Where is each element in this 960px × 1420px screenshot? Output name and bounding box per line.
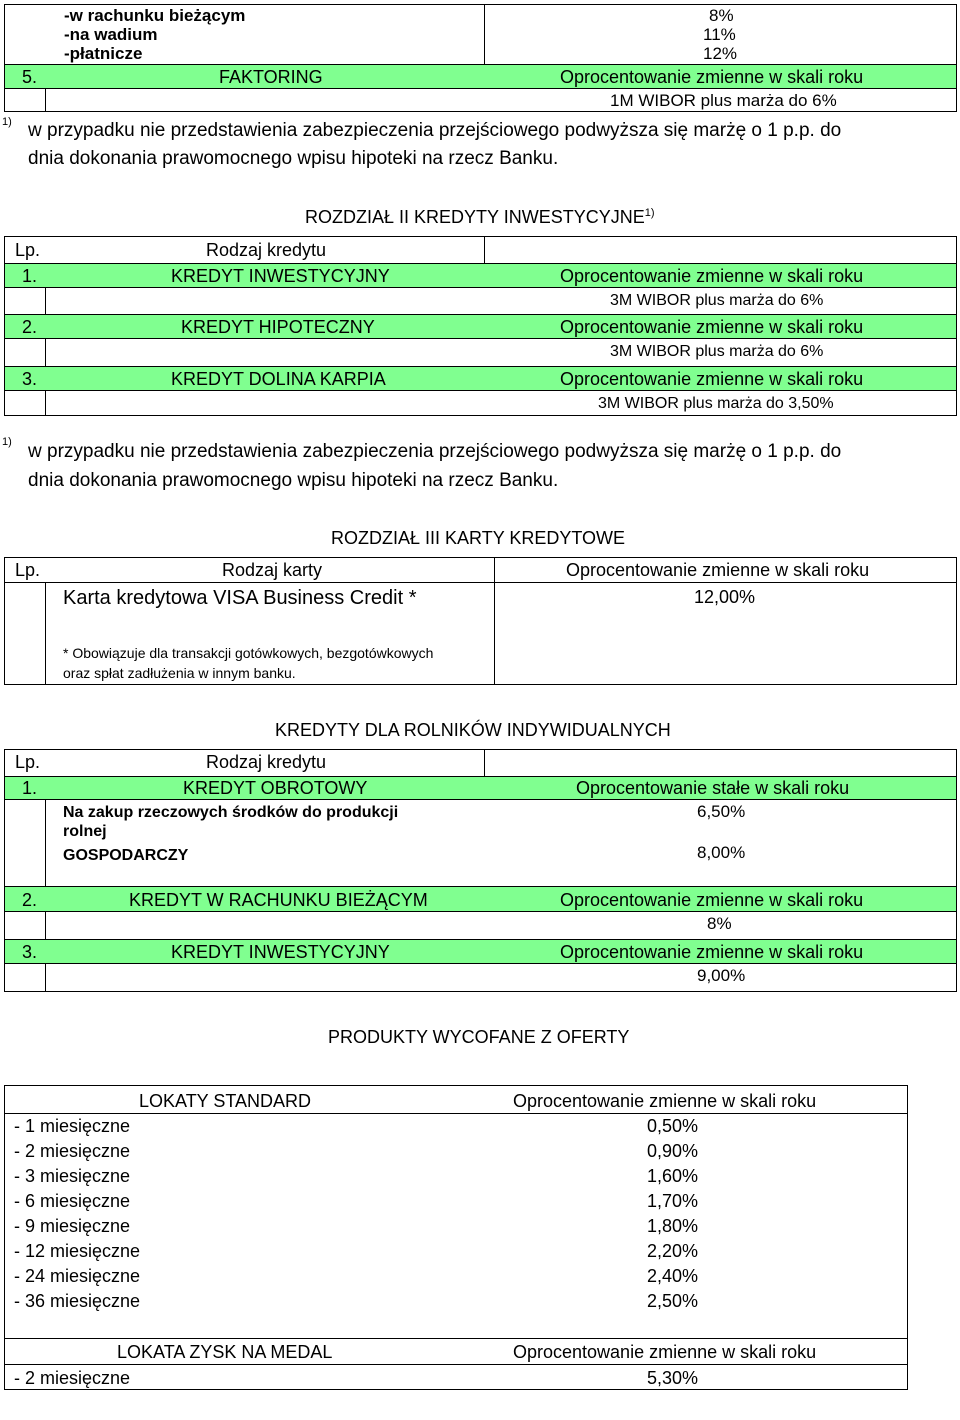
lp-header: Lp. bbox=[15, 240, 41, 260]
card-name: Karta kredytowa VISA Business Credit * bbox=[63, 587, 417, 609]
section-2-title bbox=[305, 207, 655, 227]
footnote-line1: w przypadku nie przedstawienia zabezpieczenia przejściowego podwyższa się marżę o 1 p.p. do bbox=[28, 120, 842, 141]
loan-1-rate: 3M WIBOR plus marża do 6% bbox=[610, 292, 824, 309]
card-type-header: Rodzaj karty bbox=[222, 560, 323, 580]
card-footnote-line1: * Obowiązuje dla transakcji gotówkowych, bezgotówkowych bbox=[63, 645, 434, 661]
farm-loan-1-rate-head: Oprocentowanie stałe w skali roku bbox=[576, 778, 850, 798]
loan-2-lp: 2. bbox=[22, 317, 38, 337]
loan-1-rate-head: Oprocentowanie zmienne w skali roku bbox=[560, 266, 864, 286]
loan-type-header: Rodzaj kredytu bbox=[206, 752, 327, 772]
deposit-rate: 1,80% bbox=[647, 1216, 699, 1236]
medal-deposit-rate-header: Oprocentowanie zmienne w skali roku bbox=[513, 1342, 817, 1362]
deposit-term: - 2 miesięczne bbox=[14, 1141, 131, 1161]
farm-loan-1-sub1-rate: 6,50% bbox=[697, 802, 746, 821]
farm-loan-1-sub1-line1: Na zakup rzeczowych środków do produkcji bbox=[63, 804, 399, 821]
medal-deposit-header: LOKATA ZYSK NA MEDAL bbox=[117, 1342, 333, 1362]
account-type-current: -w rachunku bieżącym bbox=[64, 6, 246, 25]
deposit-rate: 1,70% bbox=[647, 1191, 699, 1211]
farm-loan-1-lp: 1. bbox=[22, 778, 38, 798]
standard-deposits-header: LOKATY STANDARD bbox=[139, 1091, 312, 1111]
rate-current: 8% bbox=[709, 6, 734, 25]
farm-loan-3-lp: 3. bbox=[22, 942, 38, 962]
deposit-term: - 1 miesięczne bbox=[14, 1116, 131, 1136]
loan-3-rate-head: Oprocentowanie zmienne w skali roku bbox=[560, 369, 864, 389]
farm-loan-2-name: KREDYT W RACHUNKU BIEŻĄCYM bbox=[129, 890, 428, 910]
farm-loan-1-sub2: GOSPODARCZY bbox=[63, 847, 189, 864]
footnote-line2: dnia dokonania prawomocnego wpisu hipoteki na rzecz Banku. bbox=[28, 148, 559, 169]
loan-1-name: KREDYT INWESTYCYJNY bbox=[171, 266, 390, 286]
deposit-term: - 36 miesięczne bbox=[14, 1291, 141, 1311]
card-footnote-line2: oraz spłat zadłużenia w innym banku. bbox=[63, 665, 296, 681]
farm-loan-1-sub2-rate: 8,00% bbox=[697, 843, 746, 862]
rate-wadium: 11% bbox=[703, 25, 736, 44]
faktoring-rate-head: Oprocentowanie zmienne w skali roku bbox=[560, 67, 864, 87]
farm-loan-1-sub1-line2: rolnej bbox=[63, 823, 107, 840]
faktoring-rate: 1M WIBOR plus marża do 6% bbox=[610, 91, 837, 110]
section-3-title: ROZDZIAŁ III KARTY KREDYTOWE bbox=[331, 528, 626, 548]
farm-loan-2-lp: 2. bbox=[22, 890, 38, 910]
farm-loan-1-name: KREDYT OBROTOWY bbox=[183, 778, 368, 798]
footnote-line2: dnia dokonania prawomocnego wpisu hipoteki na rzecz Banku. bbox=[28, 470, 559, 491]
deposit-term: - 12 miesięczne bbox=[14, 1241, 141, 1261]
loan-type-header: Rodzaj kredytu bbox=[206, 240, 327, 260]
faktoring-lp: 5. bbox=[22, 67, 38, 87]
farm-loan-2-rate-head: Oprocentowanie zmienne w skali roku bbox=[560, 890, 864, 910]
loan-2-rate: 3M WIBOR plus marża do 6% bbox=[610, 343, 824, 360]
loan-3-name: KREDYT DOLINA KARPIA bbox=[171, 369, 386, 389]
farm-loan-3-rate: 9,00% bbox=[697, 966, 746, 985]
deposit-rate: 0,90% bbox=[647, 1141, 699, 1161]
farm-loan-3-name: KREDYT INWESTYCYJNY bbox=[171, 942, 390, 962]
lp-header: Lp. bbox=[15, 752, 41, 772]
deposit-rate: 2,40% bbox=[647, 1266, 699, 1286]
loan-2-rate-head: Oprocentowanie zmienne w skali roku bbox=[560, 317, 864, 337]
account-type-wadium: -na wadium bbox=[64, 25, 158, 44]
section-4-title: KREDYTY DLA ROLNIKÓW INDYWIDUALNYCH bbox=[275, 720, 671, 740]
farm-loan-2-rate: 8% bbox=[707, 914, 732, 933]
farm-loan-3-rate-head: Oprocentowanie zmienne w skali roku bbox=[560, 942, 864, 962]
deposit-term: - 3 miesięczne bbox=[14, 1166, 131, 1186]
section-2-title-sup: 1) bbox=[644, 207, 655, 219]
section-2-title-text: ROZDZIAŁ II KREDYTY INWESTYCYJNE bbox=[305, 207, 645, 227]
footnote-mark: 1) bbox=[2, 436, 12, 448]
deposit-rate: 2,50% bbox=[647, 1291, 699, 1311]
deposit-rate: 5,30% bbox=[647, 1368, 699, 1388]
faktoring-name: FAKTORING bbox=[219, 67, 323, 87]
section-5-title: PRODUKTY WYCOFANE Z OFERTY bbox=[328, 1027, 630, 1047]
rate-payment: 12% bbox=[703, 44, 738, 63]
standard-deposits-rate-header: Oprocentowanie zmienne w skali roku bbox=[513, 1091, 817, 1111]
lp-header: Lp. bbox=[15, 560, 41, 580]
footnote-line1: w przypadku nie przedstawienia zabezpieczenia przejściowego podwyższa się marżę o 1 p.p. do bbox=[28, 441, 842, 462]
deposit-term: - 6 miesięczne bbox=[14, 1191, 131, 1211]
card-rate-header: Oprocentowanie zmienne w skali roku bbox=[566, 560, 870, 580]
deposit-term: - 9 miesięczne bbox=[14, 1216, 131, 1236]
loan-1-lp: 1. bbox=[22, 266, 38, 286]
account-type-payment: -płatnicze bbox=[64, 44, 143, 63]
footnote-mark: 1) bbox=[2, 116, 12, 128]
deposit-term: - 24 miesięczne bbox=[14, 1266, 141, 1286]
loan-3-lp: 3. bbox=[22, 369, 38, 389]
loan-2-name: KREDYT HIPOTECZNY bbox=[181, 317, 375, 337]
deposit-term: - 2 miesięczne bbox=[14, 1368, 131, 1388]
deposit-rate: 1,60% bbox=[647, 1166, 699, 1186]
deposit-rate: 2,20% bbox=[647, 1241, 699, 1261]
card-rate: 12,00% bbox=[694, 587, 756, 607]
deposit-rate: 0,50% bbox=[647, 1116, 699, 1136]
loan-3-rate: 3M WIBOR plus marża do 3,50% bbox=[598, 395, 834, 412]
